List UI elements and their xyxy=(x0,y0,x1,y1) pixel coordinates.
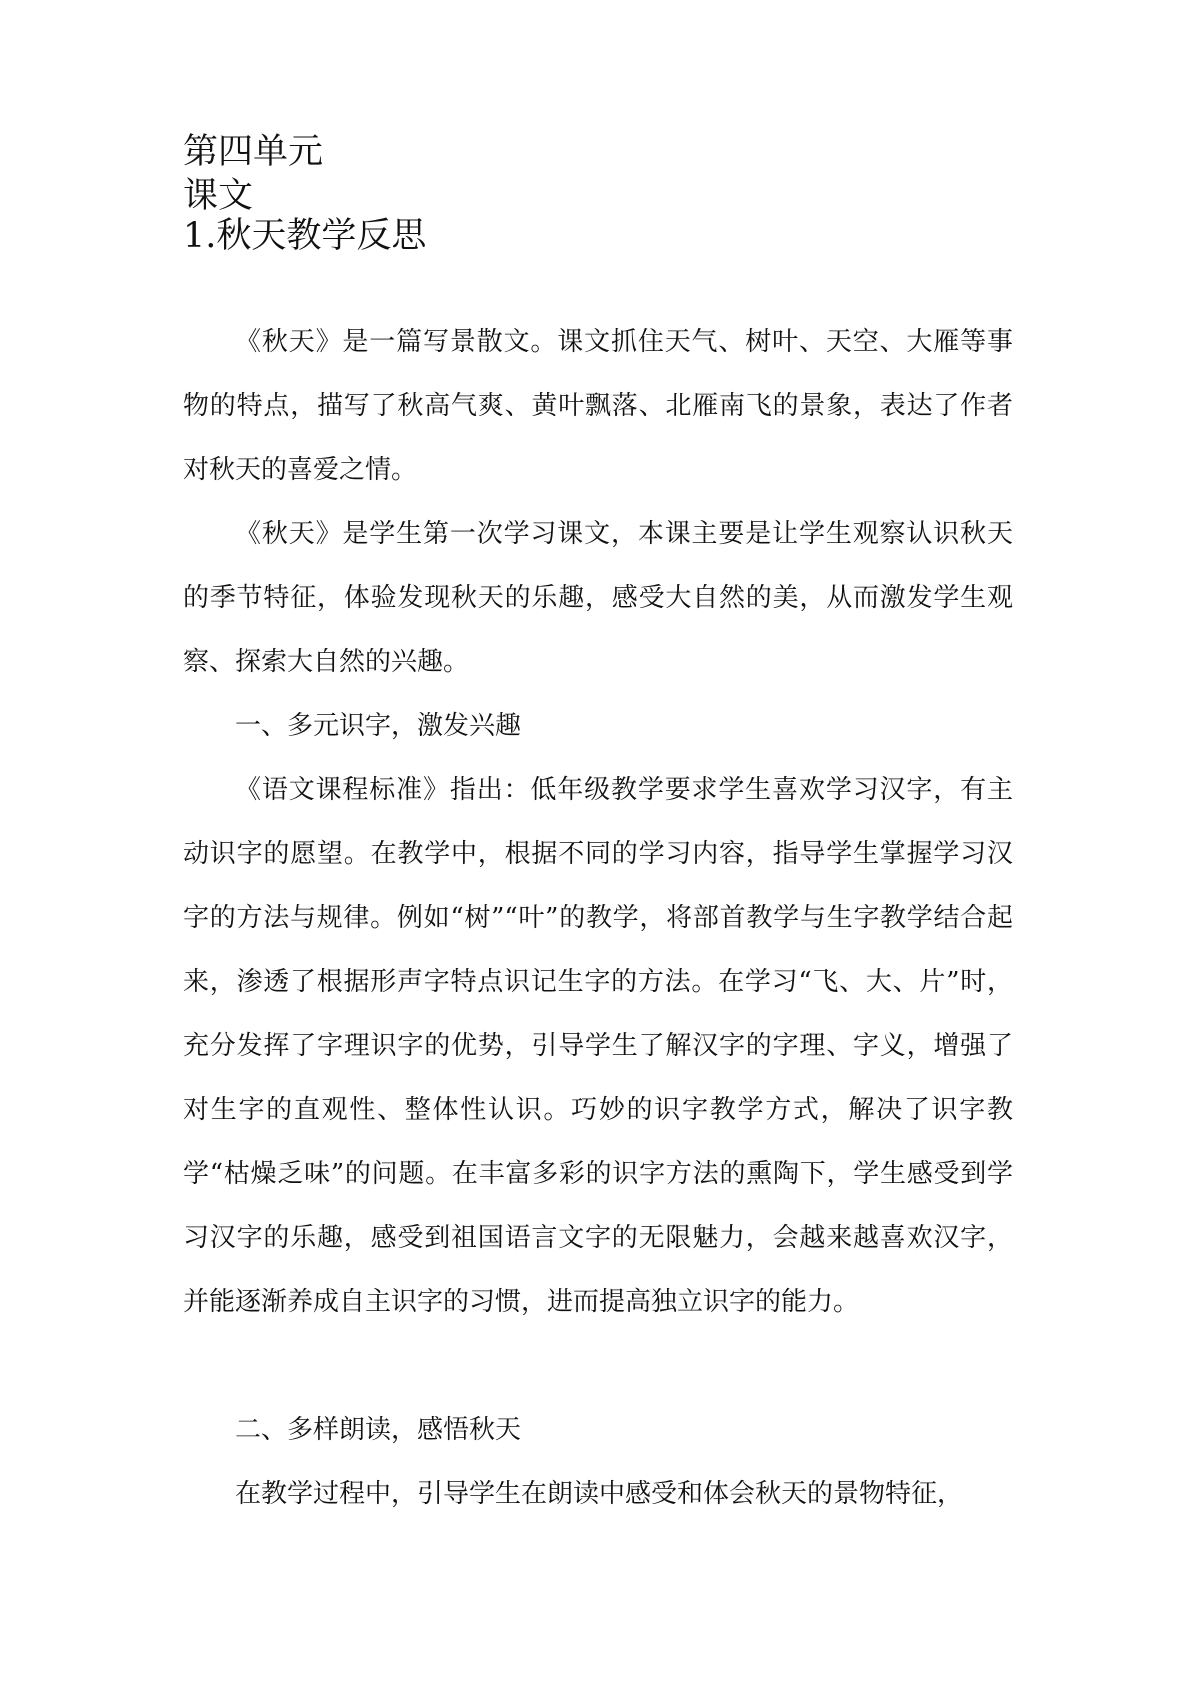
document-body xyxy=(183,310,1013,1526)
section-heading-reading: 二、多样朗读，感悟秋天 xyxy=(235,1415,522,1445)
section-title: 课文 xyxy=(183,176,254,216)
section-heading-literacy: 一、多元识字，激发兴趣 xyxy=(235,711,522,741)
paragraph-spacer xyxy=(183,1334,1013,1398)
paragraph-purpose: 《秋天》是学生第一次学习课文，本课主要是让学生观察认识秋天的季节特征，体验发现秋天的乐趣，感受大自然的美，从而激发学生观察、探索大自然的兴趣。 xyxy=(183,519,1013,677)
paragraph-literacy: 《语文课程标准》指出：低年级教学要求学生喜欢学习汉字，有主动识字的愿望。在教学中，根据不同的学习内容，指导学生掌握学习汉字的方法与规律。例如“树”“叶”的教学，将部首教学与生字教学结合起来，渗透了根据形声字特点识记生字的方法。在学习“飞、大、片”时，充分发挥了字理识字的优势，引导学生了解汉字的字理、字义，增强了对生字的直观性、整体性认识。巧妙的识字教学方式，解决了识字教学“枯燥乏味”的问题。在丰富多彩的识字方法的熏陶下，学生感受到学习汉字的乐趣，感受到祖国语言文字的无限魅力，会越来越喜欢汉字，并能逐渐养成自主识字的习惯，进而提高独立识字的能力。 xyxy=(183,775,1013,1317)
unit-title: 第四单元 xyxy=(183,132,324,172)
paragraph-reading: 在教学过程中，引导学生在朗读中感受和体会秋天的景物特征， xyxy=(235,1479,964,1509)
paragraph-intro: 《秋天》是一篇写景散文。课文抓住天气、树叶、天空、大雁等事物的特点，描写了秋高气爽、黄叶飘落、北雁南飞的景象，表达了作者对秋天的喜爱之情。 xyxy=(183,327,1013,485)
lesson-title: 1.秋天教学反思 xyxy=(183,216,427,256)
